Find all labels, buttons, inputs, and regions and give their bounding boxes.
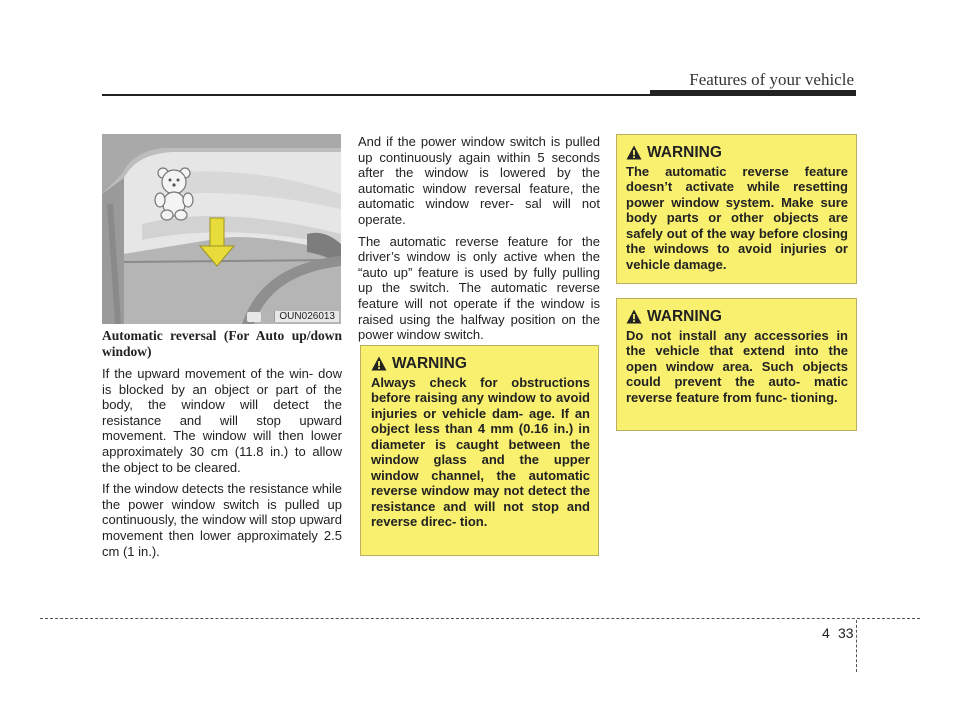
figure-code-tab (247, 312, 261, 322)
paragraph: And if the power window switch is pulled up continuously again within 5 seconds after the window is lowered by the automatic window reversal feature, the automatic window rever- sal will not operate. (358, 134, 600, 227)
warning-text: Always check for obstructions before raising any window to avoid injuries or vehicle dam- age. If an object less than 4 mm (0.16 in.) in diameter is caught between the window glass and the upper window channel, the automatic reverse window may not detect the resistance and will not stop and reverse direc- tion. (371, 374, 590, 529)
warning-triangle-icon (626, 145, 642, 160)
paragraph: If the window detects the resistance while the power window switch is pulled up continuously, the window will stop upward movement then lower approximately 2.5 cm (1 in.). (102, 481, 342, 559)
left-column (102, 328, 342, 565)
warning-title: WARNING (647, 308, 722, 325)
page-number: 33 (838, 625, 854, 641)
chapter-number: 4 (822, 625, 830, 641)
header-title: Features of your vehicle (689, 70, 854, 89)
warning-header (371, 356, 590, 372)
paragraph: If the upward movement of the win- dow is blocked by an object or part of the body, the window will detect the resistance and will stop upward movement. The window will then lower approximately 30 cm (11.8 in.) to allow the object to be cleared. (102, 366, 342, 475)
paragraph: The automatic reverse feature for the driver’s window is only active when the “auto up” feature is used by fully pulling up the switch. The automatic reverse feature will not operate if the window is raised using the halfway position on the power window switch. (358, 233, 600, 343)
warning-box-obstructions (360, 345, 599, 556)
section-title: Automatic reversal (For Auto up/down window) (102, 328, 342, 359)
footer-rule (40, 618, 920, 619)
warning-triangle-icon (371, 356, 387, 371)
window-illustration (102, 134, 341, 324)
warning-title: WARNING (647, 144, 722, 161)
warning-box-reset (616, 134, 857, 284)
page-divider (856, 620, 857, 672)
window-drawing (102, 134, 341, 324)
warning-text: Do not install any accessories in the vehicle that extend into the open window area. Such objects could prevent the auto- matic reverse feature from func- tioning. (626, 327, 848, 405)
warning-title: WARNING (392, 355, 467, 372)
warning-header (626, 145, 848, 161)
warning-header (626, 309, 848, 325)
middle-column (358, 134, 600, 349)
header-rule-accent (650, 90, 856, 96)
warning-text: The automatic reverse feature doesn’t activate while resetting power window system. Make sure body parts or other objects are safely out of the way before closing the windows to avoid injuries or vehicle damage. (626, 163, 848, 272)
warning-box-accessories (616, 298, 857, 431)
figure-code: OUN026013 (274, 311, 339, 322)
warning-triangle-icon (626, 309, 642, 324)
